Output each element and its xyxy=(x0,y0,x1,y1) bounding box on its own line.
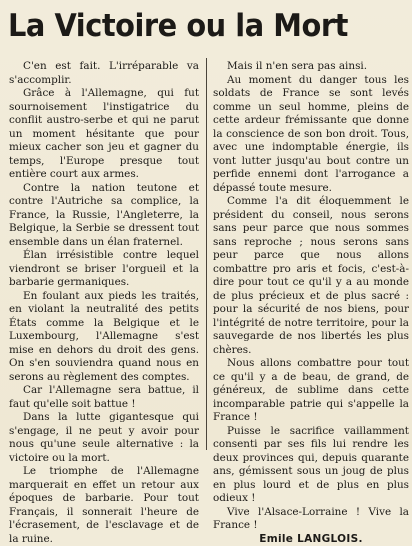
paragraph: Puisse le sacrifice vaillamment consenti par ses fils lui rendre les deux provinces qui, depuis quarante ans, gémissent sous un joug de plus en plus lourd et de plus en plus odieux ! xyxy=(213,425,409,506)
paragraph: Mais il n'en sera pas ainsi. xyxy=(213,60,409,74)
paragraph: Nous allons combattre pour tout ce qu'il y a de beau, de grand, de généreux, de sublime dans cette incomparable patrie qui s'appelle la France ! xyxy=(213,357,409,425)
paragraph: Vive l'Alsace-Lorraine ! Vive la France ! xyxy=(213,506,409,533)
paragraph: Élan irrésistible contre lequel viendront se briser l'orgueil et la barbarie germaniques. xyxy=(9,249,199,290)
paragraph: Grâce à l'Allemagne, qui fut sournoisement l'instigatrice du conflit austro-serbe et qui ne parut un moment hésitante que pour mieux cacher son jeu et gagner du temps, l'Europe presque tout entière court aux armes. xyxy=(9,87,199,182)
column-divider xyxy=(206,58,207,450)
left-column xyxy=(9,60,199,546)
paragraph: Dans la lutte gigantesque qui s'engage, il ne peut y avoir pour nous qu'une seule alternative : la victoire ou la mort. xyxy=(9,411,199,465)
paragraph: Contre la nation teutone et contre l'Autriche sa complice, la France, la Russie, l'Angleterre, la Belgique, la Serbie se dressent tout ensemble dans un élan fraternel. xyxy=(9,182,199,250)
headline: La Victoire ou la Mort xyxy=(8,4,380,48)
paragraph: Au moment du danger tous les soldats de France se sont levés comme un seul homme, pleins de cette ardeur frémissante que donne la conscience de son bon droit. Tous, avec une indomptable énergie, ils vont lutter jusqu'au bout contre un perfide ennemi dont l'arrogance a dépassé toute mesure. xyxy=(213,74,409,196)
paragraph: Car l'Allemagne sera battue, il faut qu'elle soit battue ! xyxy=(9,384,199,411)
right-column xyxy=(213,60,409,546)
paragraph: En foulant aux pieds les traités, en violant la neutralité des petits États comme la Belgique et le Luxembourg, l'Allemagne s'est mise en dehors du droit des gens. On s'en souviendra quand nous en serons au règlement des comptes. xyxy=(9,290,199,385)
paragraph: Comme l'a dit éloquemment le président du conseil, nous serons sans peur parce que nous sommes sans reproche ; nous serons sans peur parce que nous allons combattre pro aris et focis, c'est-à-dire pour tout ce qu'il y a au monde de plus précieux et de plus sacré : pour la sécurité de nos biens, pour l'intégrité de notre territoire, pour la sauvegarde de nos libertés les plus chères. xyxy=(213,195,409,357)
paragraph: Le triomphe de l'Allemagne marquerait en effet un retour aux époques de barbarie. Pour tout Français, il sonnerait l'heure de l'écrasement, de l'esclavage et de la ruine. xyxy=(9,465,199,546)
author-signature: Emile LANGLOIS. xyxy=(213,533,409,546)
paragraph: C'en est fait. L'irréparable va s'accomplir. xyxy=(9,60,199,87)
